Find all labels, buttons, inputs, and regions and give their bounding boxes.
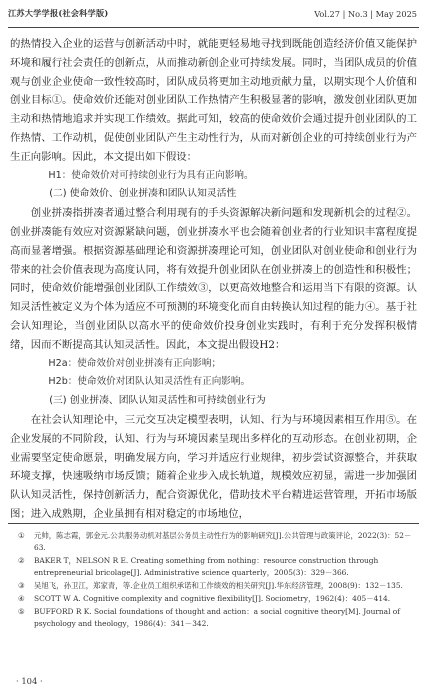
header-rule	[8, 27, 419, 28]
hypothesis-h2b: H2b：使命效价对团队认知灵活性有正向影响。	[48, 376, 251, 388]
footnote-mark: ④	[18, 594, 25, 603]
footnote-text: BAKER T，NELSON R E. Creating something from nothing：resource construction through entrepreneurial bricolage[J]. Administrative science quarterly，2005(3)：329－366.	[34, 556, 379, 577]
section-heading-3: (三) 创业拼凑、团队认知灵活性和可持续创业行为	[49, 395, 266, 407]
footnotes	[10, 530, 417, 631]
footnote-text: 元帅，陈志霞，郭金元.公共服务动机对基层公务员主动性行为的影响研究[J].公共管理与政策评论，2022(3)：52－63.	[34, 531, 412, 552]
footnote-text: 吴旭飞，孙卫江，郑家青，等.企业员工组织承诺和工作绩效的相关研究[J].华东经济管理，2008(9)：132－135.	[34, 581, 403, 590]
footnote	[10, 530, 417, 554]
footnote	[10, 580, 417, 592]
page-number: · 104 ·	[16, 676, 43, 686]
footnote-text: BUFFORD R K. Social foundations of thought and action：a social cognitive theory[M]. Journal of psychology and theology，1986(4)：341－342.	[34, 607, 400, 628]
footnote	[10, 593, 417, 605]
footnote-mark: ⑤	[18, 607, 25, 616]
footnote	[10, 555, 417, 579]
footnote-mark: ②	[18, 556, 25, 565]
footnote-mark: ①	[18, 531, 25, 540]
section-heading-2: (二) 使命效价、创业拼凑和团队认知灵活性	[49, 188, 237, 200]
footnote-rule	[8, 523, 419, 524]
footnote-mark: ③	[18, 581, 25, 590]
paragraph-3: 在社会认知理论中，三元交互决定模型表明，认知、行为与环境因素相互作用⑤。在企业发展的不同阶段，认知、行为与环境因素呈现出多样化的互动形态。在创业初期，企业需要坚定使命愿景，明确发展方向，学习并适应行业规律，初步尝试资源整合，并获取环境支撑，快速吸纳市场反馈；随着企业步入成长轨道，规模效应初显，需进一步加强团队认知灵活性，保持创新活力，配合资源优化，借助技术平台精进运营管理，开拓市场版图；进入成熟期，企业虽拥有相对稳定的市场地位，	[10, 413, 417, 520]
issue-info: Vol.27 | No.3 | May 2025	[314, 8, 417, 19]
running-header	[0, 0, 427, 27]
main-text	[10, 35, 417, 524]
paragraph-1: 的热情投入企业的运营与创新活动中时，就能更轻易地寻找到既能创造经济价值又能保护环境和履行社会责任的创新点，从而推动新创企业可持续发展。同时，当团队成员的价值观与创业企业使命一致性较高时，团队成员将更加主动地贡献力量，以期实现个人价值和创业目标①。使命效价还能对创业团队工作热情产生积极显著的影响，激发创业团队更加主动和热情地追求并实现工作绩效。据此可知，较高的使命效价会通过提升创业团队的工作热情、工作动机，促使创业团队产生主动性行为，从而对新创企业的可持续创业行为产生正向影响。因此，本文提出如下假设：	[10, 38, 417, 163]
footnote-text: SCOTT W A. Cognitive complexity and cognitive flexibility[J]. Sociometry，1962(4)：405－414.	[34, 594, 391, 603]
paragraph-2: 创业拼凑指拼凑者通过整合利用现有的手头资源解决新问题和发现新机会的过程②。创业拼凑能有效应对资源紧缺问题，创业拼凑水平也会随着创业者的行业知识丰富程度提高而显著增强。根据资源基础理论和资源拼凑理论可知，创业团队对创业使命和创业行为带来的社会价值表现为高度认同，将有效提升创业团队在创业拼凑上的创造性和积极性；同时，使命效价能增强创业团队工作绩效③，以更高效地整合和运用当下有限的资源。认知灵活性被定义为个体为适应不可预测的环境变化而自由转换认知过程的能力④。基于社会认知理论，当创业团队以高水平的使命效价投身创业实践时，有利于充分发挥积极情绪，因而不断提高其认知灵活性。因此，本文提出假设H2：	[10, 207, 417, 351]
hypothesis-h1: H1：使命效价对可持续创业行为具有正向影响。	[48, 169, 254, 181]
journal-title: 江苏大学学报(社会科学版)	[8, 8, 109, 18]
footnote	[10, 606, 417, 630]
hypothesis-h2a: H2a：使命效价对创业拼凑有正向影响；	[48, 357, 222, 369]
